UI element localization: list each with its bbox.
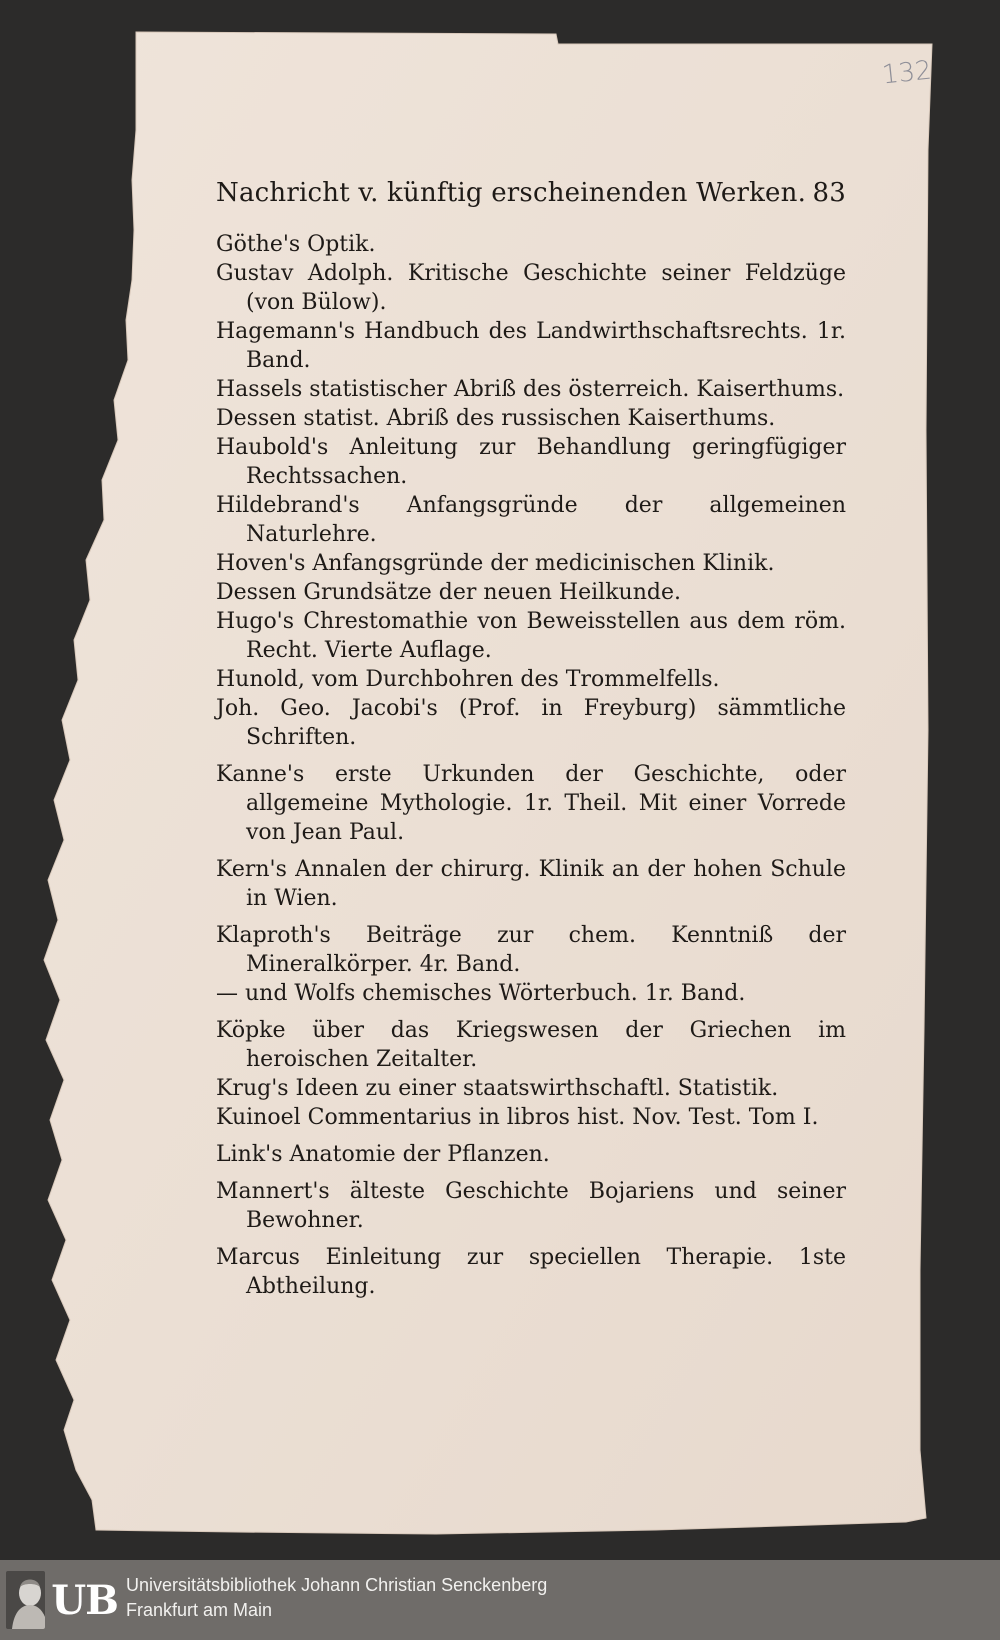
running-head bbox=[216, 178, 846, 208]
list-item: Hugo's Chrestomathie von Beweisstellen aus dem röm. Recht. Vierte Auflage. bbox=[216, 609, 846, 663]
ub-logo-text: UB bbox=[51, 1576, 118, 1624]
list-item: Köpke über das Kriegswesen der Griechen im heroischen Zeitalter. bbox=[216, 1018, 846, 1072]
list-item: Hildebrand's Anfangsgründe der allgemeinen Naturlehre. bbox=[216, 493, 846, 547]
list-item: Joh. Geo. Jacobi's (Prof. in Freyburg) sämmtliche Schriften. bbox=[216, 696, 846, 750]
list-item: Kern's Annalen der chirurg. Klinik an der hohen Schule in Wien. bbox=[216, 857, 846, 911]
list-item: Link's Anatomie der Pflanzen. bbox=[216, 1142, 550, 1167]
footer-text bbox=[126, 1573, 547, 1623]
list-item: Kanne's erste Urkunden der Geschichte, oder allgemeine Mythologie. 1r. Theil. Mit einer Vorrede von Jean Paul. bbox=[216, 762, 846, 845]
list-item: Mannert's älteste Geschichte Bojariens und seiner Bewohner. bbox=[216, 1179, 846, 1233]
list-item: Dessen statist. Abriß des russischen Kaiserthums. bbox=[216, 406, 776, 431]
list-item: Hunold, vom Durchbohren des Trommelfells. bbox=[216, 667, 720, 692]
institution-city: Frankfurt am Main bbox=[126, 1600, 273, 1620]
document-page bbox=[36, 30, 966, 1560]
running-head-title: Nachricht v. künftig erscheinenden Werken. bbox=[216, 178, 807, 208]
list-item: — und Wolfs chemisches Wörterbuch. 1r. Band. bbox=[216, 981, 746, 1006]
portrait-emblem-icon bbox=[6, 1571, 45, 1629]
list-item: Hoven's Anfangsgründe der medicinischen Klinik. bbox=[216, 551, 775, 576]
folio-note: 132 bbox=[880, 55, 934, 91]
list-item: Dessen Grundsätze der neuen Heilkunde. bbox=[216, 580, 681, 605]
ub-logo[interactable] bbox=[6, 1571, 118, 1629]
list-item: Gustav Adolph. Kritische Geschichte seiner Feldzüge (von Bülow). bbox=[216, 261, 846, 315]
list-item: Haubold's Anleitung zur Behandlung geringfügiger Rechtssachen. bbox=[216, 435, 846, 489]
text-block bbox=[216, 178, 846, 1301]
list-item: Klaproth's Beiträge zur chem. Kenntniß der Mineralkörper. 4r. Band. bbox=[216, 923, 846, 977]
institution-name: Universitätsbibliothek Johann Christian Senckenberg bbox=[126, 1575, 548, 1595]
list-item: Hassels statistischer Abriß des österreich. Kaiserthums. bbox=[216, 377, 845, 402]
list-item: Kuinoel Commentarius in libros hist. Nov. Test. Tom I. bbox=[216, 1105, 819, 1130]
list-item: Hagemann's Handbuch des Landwirthschaftsrechts. 1r. Band. bbox=[216, 319, 846, 373]
list-item: Marcus Einleitung zur speciellen Therapie. 1ste Abtheilung. bbox=[216, 1245, 846, 1299]
list-item: Krug's Ideen zu einer staatswirthschaftl. Statistik. bbox=[216, 1076, 779, 1101]
library-footer bbox=[0, 1560, 1000, 1640]
page-number: 83 bbox=[812, 178, 846, 208]
list-item: Göthe's Optik. bbox=[216, 232, 376, 257]
